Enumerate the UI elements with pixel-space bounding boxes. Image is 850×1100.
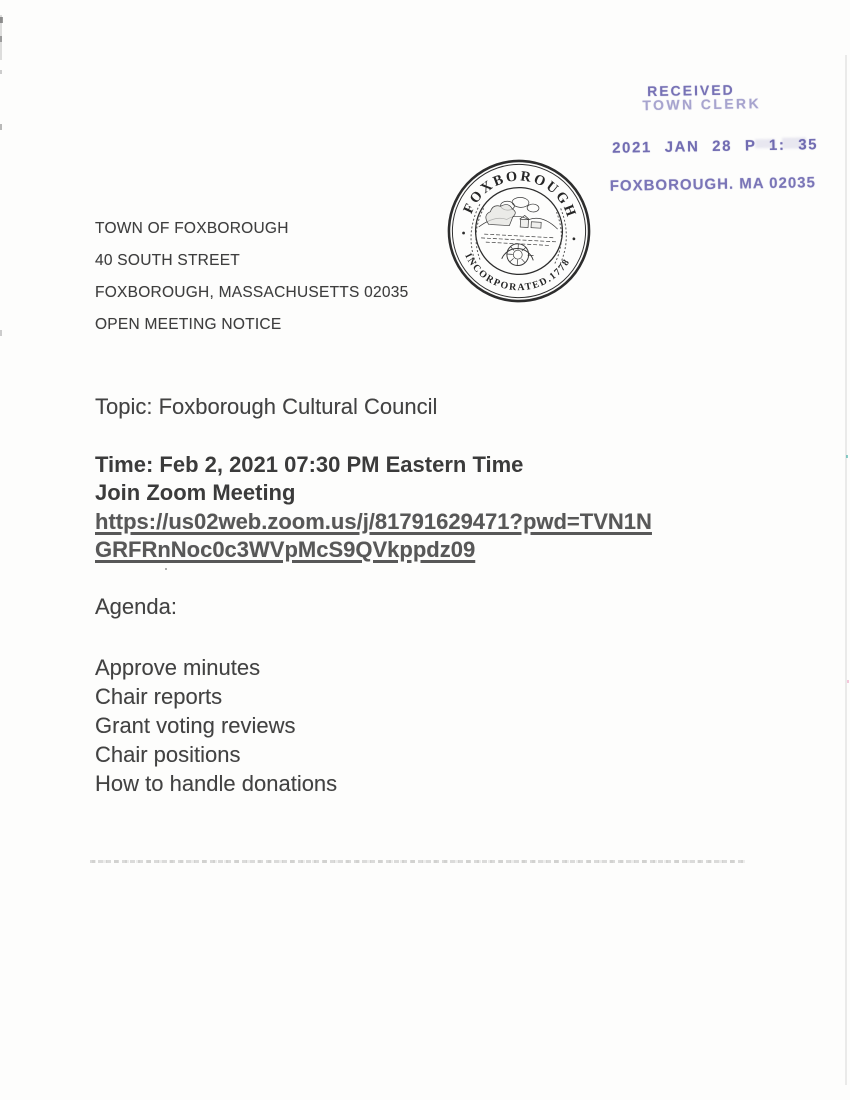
url-line-1: https://us02web.zoom.us/j/81791629471?pwd=TVN1N xyxy=(95,509,652,534)
agenda-item: Approve minutes xyxy=(95,655,261,680)
scan-speck xyxy=(165,568,167,570)
agenda-label: Agenda: xyxy=(95,594,177,619)
left-edge-mark xyxy=(0,36,2,42)
received-stamp xyxy=(597,78,829,202)
url-line-2: GRFRnNoc0c3WVpMcS9QVkppdz09 xyxy=(95,537,476,562)
left-edge-mark xyxy=(0,17,3,23)
open-meeting-notice-line: OPEN MEETING NOTICE xyxy=(95,316,282,333)
left-edge-mark xyxy=(0,124,2,130)
left-edge-mark xyxy=(0,330,2,336)
seal-left-dot xyxy=(462,232,465,235)
scan-speck xyxy=(847,680,849,683)
agenda-item: How to handle donations xyxy=(95,771,338,796)
seal-right-dot xyxy=(572,237,575,240)
seal-top-text: FOXBOROUGH xyxy=(460,168,580,221)
time-block xyxy=(95,451,523,507)
left-edge-mark xyxy=(0,70,2,74)
seal-bottom-text: INCORPORATED.1778 xyxy=(462,251,573,294)
stamp-datetime-text: 2021 JAN 28 P 1: 35 xyxy=(611,136,819,157)
agenda-item: Grant voting reviews xyxy=(95,713,296,738)
street-line: 40 SOUTH STREET xyxy=(95,252,240,269)
town-name-line: TOWN OF FOXBOROUGH xyxy=(95,220,289,237)
stamp-ghost-mark xyxy=(782,137,806,148)
scan-speck xyxy=(846,455,848,458)
town-seal xyxy=(441,153,597,309)
header-address-block xyxy=(95,213,409,341)
topic-line: Topic: Foxborough Cultural Council xyxy=(95,394,438,419)
zoom-meeting-link[interactable] xyxy=(95,508,652,564)
stamp-town-clerk-text: TOWN CLERK xyxy=(642,95,762,114)
time-line: Time: Feb 2, 2021 07:30 PM Eastern Time xyxy=(95,452,524,477)
stamp-location-text: FOXBOROUGH. MA 02035 xyxy=(609,174,817,195)
stamp-ghost-mark xyxy=(755,139,775,148)
join-zoom-line: Join Zoom Meeting xyxy=(95,480,296,505)
seal-inner-ring xyxy=(473,185,564,276)
city-state-zip-line: FOXBOROUGH, MASSACHUSETTS 02035 xyxy=(95,284,409,301)
scan-dotted-line xyxy=(90,860,746,863)
agenda-item: Chair reports xyxy=(95,684,223,709)
agenda-item: Chair positions xyxy=(95,742,241,767)
agenda-list xyxy=(95,653,337,798)
right-edge-scan-line xyxy=(845,55,847,1085)
seal-scene xyxy=(477,195,559,267)
stamp-received-text: RECEIVED xyxy=(646,81,735,100)
